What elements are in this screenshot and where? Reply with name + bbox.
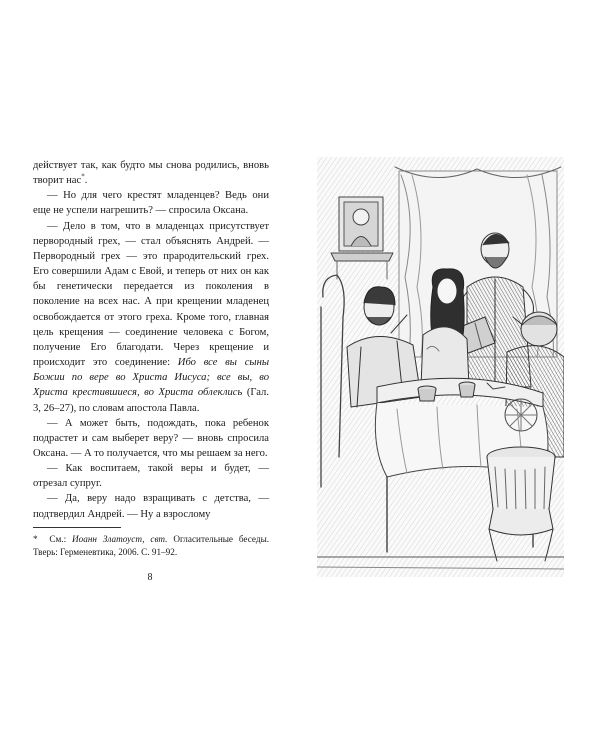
illustration-drawing: [317, 157, 564, 577]
paragraph-1-text: действует так, как будто мы снова родились, вновь творит нас: [33, 160, 269, 187]
paragraph-5: — Как воспитаем, такой веры и будет, — отрезал супруг.: [33, 463, 269, 490]
footnote-prefix: См.:: [49, 534, 67, 544]
page-number: 8: [147, 572, 153, 583]
footnote-ref: *: [81, 172, 85, 181]
paragraph-4: — А может быть, подождать, пока ребенок подрастет и сам выберет веру? — вновь спросила Оксана. — А то получается, что мы решаем за него.: [33, 417, 269, 459]
paragraph-3-text: — Дело в том, что в младенцах присутствует первородный грех, — стал объяснять Андрей. — Первородный грех — это прародительский грех. Его совершили Адам с Евой, и теперь от них он как бы генетически передается из поколения в поколение на всех нас. А при крещении младенец освобождается от этого греха. Кроме того, главная цель крещения — соединение человека с Богом, получение Его благодати. Через крещение и происходит это соединение:: [33, 220, 269, 369]
left-page-text: [33, 158, 269, 522]
footnote-divider: [33, 527, 121, 528]
scripture-quote: Ибо все вы сыны Божии по вере во Христа Иисуса; все вы, во Христа крестившиеся, во Христа облеклись: [33, 357, 270, 399]
paragraph-1-end: .: [84, 175, 88, 187]
footnote-author: Иоанн Златоуст, свт.: [72, 534, 168, 544]
footnote-mark: *: [33, 534, 38, 544]
paragraph-3: [33, 219, 269, 416]
paragraph-2: — Но для чего крестят младенцев? Ведь они еще не успели нагрешить? — спросила Оксана.: [33, 190, 269, 217]
paragraph-1: [33, 158, 269, 188]
paragraph-6: — Да, веру надо взращивать с детства, — подтвердил Андрей. — Ну а взрослому: [33, 493, 269, 520]
footnote: [33, 533, 269, 559]
footnote-source: Огласительные беседы. Тверь: Герменевтика, 2006. С. 91–92.: [33, 534, 270, 557]
illustration: [317, 157, 564, 577]
scripture-reference: (Гал. 3, 26–27), по словам апостола Павла.: [33, 387, 269, 414]
